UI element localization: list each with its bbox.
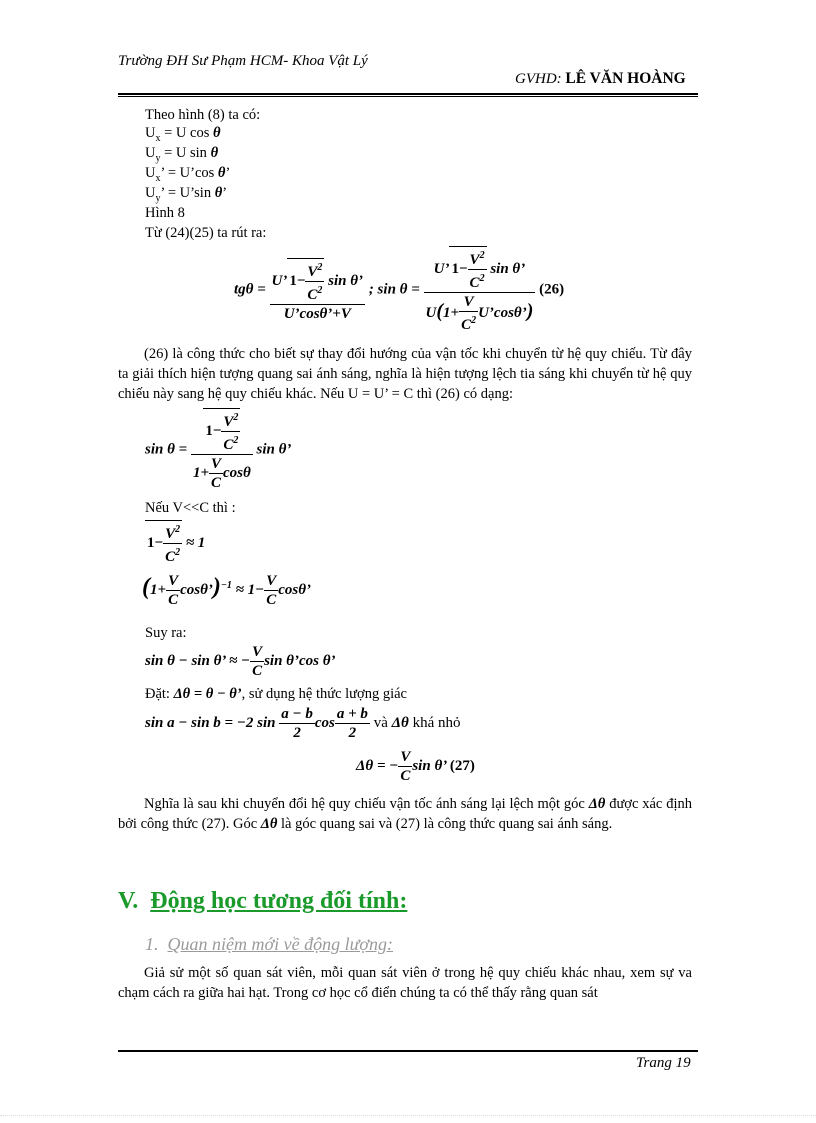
header-school: Trường ĐH Sư Phạm HCM- Khoa Vật Lý [118, 53, 368, 69]
eq26-number: (26) [539, 281, 565, 298]
eq-uy: $U_y = U$ sin θ [145, 145, 219, 164]
footer-rule [118, 1050, 698, 1052]
page-number: Trang 19 [636, 1055, 691, 1071]
subsection-title [145, 934, 393, 955]
equation-sin-diff: sin θ − sin θ’ ≈ − $\frac{V}{C}$ sin θ’cos θ’ [145, 644, 336, 679]
eq-uyp: $U_y$’ = U’sin θ’ [145, 185, 228, 204]
header-rule [118, 93, 698, 95]
equation-27: Δθ = − $\frac{V}{C}$ sin θ’ (27) [356, 749, 475, 784]
eq-uxp: $U_x$’ = U’cos θ’ [145, 165, 231, 184]
text-dat: Đặt: Δθ = θ − θ’, sử dụng hệ thức lượng giác [145, 686, 407, 702]
advisor-name: LÊ VĂN HOÀNG [565, 70, 686, 87]
text-theo-hinh: Theo hình (8) ta có: [145, 107, 261, 123]
subsection-title-text: Quan niệm mới về động lượng: [167, 934, 393, 954]
advisor-label: GVHD: [515, 71, 562, 87]
text-neu-v: Nếu V<<C thì : [145, 500, 236, 516]
body-paragraph: Giả sử một số quan sát viên, mỗi quan sát viên ở trong hệ quy chiếu khác nhau, xem sự va chạm cách ra giữa hai hạt. Trong cơ học cổ điển chúng ta có thể thấy rằng quan sát [118, 965, 692, 1001]
text-suy-ra: Suy ra: [145, 625, 187, 641]
paragraph-26: (26) là công thức cho biết sự thay đổi hướng của vận tốc khi chuyển từ hệ quy chiếu. Từ đây ta giải thích hiện tượng quang sai ánh sáng, nghĩa là hiện tượng lệch tia sáng khi chuyển từ hệ quy chiếu này sang hệ quy chiếu khác. Nếu U = U’ = C thì (26) có dạng: [118, 346, 692, 402]
page-edge-divider [0, 1115, 816, 1116]
section-title [118, 888, 407, 915]
equation-26: tgθ = U’ 1− $\frac{V^2}{C^2}$ sin θ’ U’cosθ’+V ; sin θ = U’ 1− $\frac{V^2}{C^2}$ sin θ’ U(1+ $\frac{V}{C^2}$ U’cosθ’) (26) [234, 246, 564, 334]
equation-trig-identity: sin a − sin b = −2 sin $\frac{a - b}{2}$ cos $\frac{a + b}{2}$ và Δθ khá nhỏ [145, 706, 461, 741]
equation-approx-2: (1+ $\frac{V}{C}$ cosθ’)$^{-1}$ ≈ 1− $\frac{V}{C}$ cosθ’ [142, 573, 312, 608]
paragraph-27: Nghĩa là sau khi chuyển đổi hệ quy chiếu vận tốc ánh sáng lại lệch một góc Δθ được xác định bởi công thức (27). Góc Δθ là góc quang sai và (27) là công thức quang sai ánh sáng. [118, 796, 692, 832]
equation-approx-1: 1− $\frac{V^2}{C^2}$ ≈ 1 [145, 520, 205, 566]
header-advisor [515, 70, 686, 88]
text-hinh-8: Hình 8 [145, 205, 185, 221]
section-title-text: Động học tương đối tính: [150, 888, 408, 914]
eq-ux: $U_x = U$ cos θ [145, 125, 221, 144]
header-rule-thin [118, 96, 698, 97]
text-tu-24-25: Từ (24)(25) ta rút ra: [145, 225, 267, 241]
subsection-number: 1. [145, 934, 159, 954]
section-number: V. [118, 888, 139, 914]
equation-sin-theta: sin θ = 1− $\frac{V^2}{C^2}$ 1+ $\frac{V}{C}$ cosθ sin θ’ [145, 408, 291, 492]
